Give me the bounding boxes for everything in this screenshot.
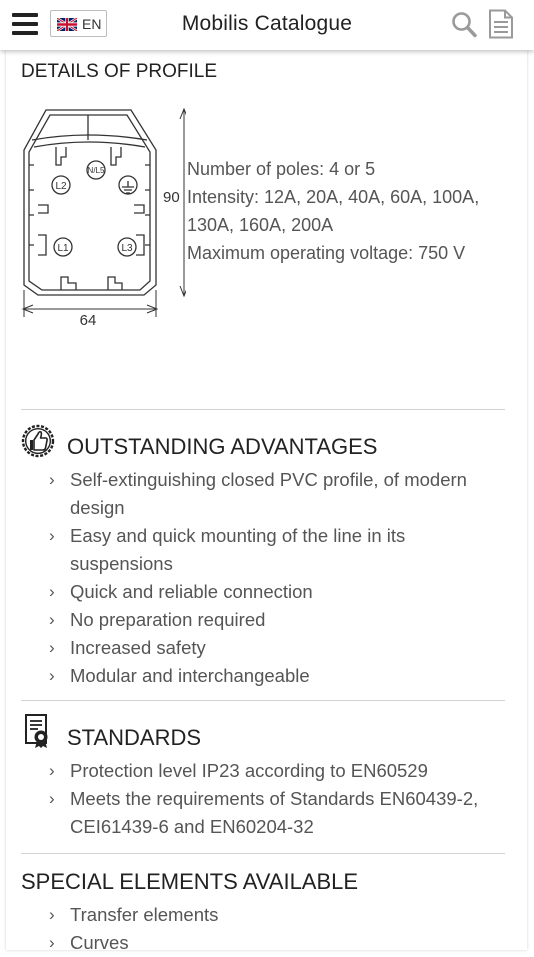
list-item: › Quick and reliable connection xyxy=(49,581,313,602)
standards-list xyxy=(49,757,509,841)
list-item: › Meets the requirements of Standards EN60439-2, CEI61439-6 and EN60204-32 xyxy=(49,788,479,837)
list-item: › Protection level IP23 according to EN60529 xyxy=(49,760,428,781)
divider xyxy=(21,409,505,410)
list-item: › Curves xyxy=(49,932,129,953)
search-icon[interactable] xyxy=(451,11,477,38)
profile-diagram xyxy=(16,105,186,330)
list-item: › Increased safety xyxy=(49,637,206,658)
special-list xyxy=(49,901,489,957)
list-item: › Self-extinguishing closed PVC profile, of modern design xyxy=(49,469,467,518)
special-heading: SPECIAL ELEMENTS AVAILABLE xyxy=(21,869,359,894)
phase-label: L2 xyxy=(55,181,67,192)
top-bar xyxy=(0,0,534,50)
spec-line: Intensity: 12A, 20A, 40A, 60A, 100A, xyxy=(187,187,480,207)
content-card xyxy=(6,50,527,953)
standards-heading: STANDARDS xyxy=(67,725,202,750)
divider xyxy=(21,700,505,701)
list-item: › Modular and interchangeable xyxy=(49,665,310,686)
advantages-heading: OUTSTANDING ADVANTAGES xyxy=(67,434,378,459)
spec-line: Number of poles: 4 or 5 xyxy=(187,159,376,179)
phase-label: L3 xyxy=(121,243,133,254)
spec-line: Maximum operating voltage: 750 V xyxy=(187,243,466,263)
certificate-icon xyxy=(24,713,52,749)
width-dimension-label: 64 xyxy=(79,312,97,329)
phase-label: L1 xyxy=(57,243,69,254)
spec-line: 130A, 160A, 200A xyxy=(187,215,334,235)
advantages-list xyxy=(49,466,489,690)
profile-heading: DETAILS OF PROFILE xyxy=(21,61,218,82)
thumbs-up-icon xyxy=(20,423,56,459)
page-title: Mobilis Catalogue xyxy=(181,12,353,35)
list-item: › Easy and quick mounting of the line in its suspensions xyxy=(49,525,406,574)
list-item: › Transfer elements xyxy=(49,904,219,925)
phase-label: N/L5 xyxy=(87,166,105,175)
language-code: EN xyxy=(82,16,102,32)
height-dimension-label: 90 xyxy=(163,189,180,206)
list-item: › No preparation required xyxy=(49,609,266,630)
document-icon[interactable] xyxy=(488,9,514,39)
divider xyxy=(21,853,505,854)
